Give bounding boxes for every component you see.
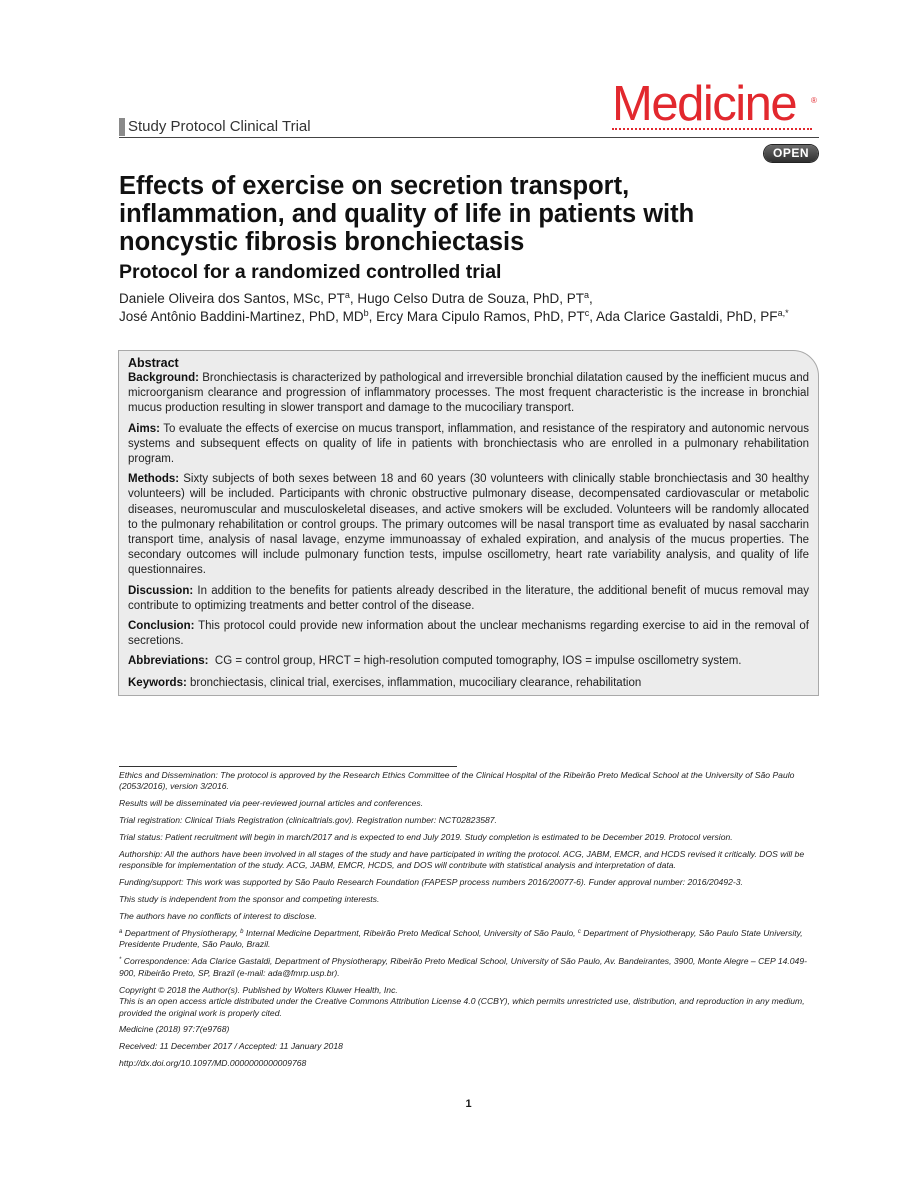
abstract-box	[118, 350, 819, 696]
footnote-trial-status: Trial status: Patient recruitment will begin in march/2017 and is expected to end July 2019. Study completion is estimated to be December 2019. Protocol version.	[119, 832, 733, 843]
open-access-badge: OPEN	[764, 145, 818, 162]
article-title: Effects of exercise on secretion transport, inflammation, and quality of life in patients with noncystic fibrosis bronchiectasis	[119, 172, 695, 256]
abstract-aims: Aims: To evaluate the effects of exercise on mucus transport, inflammation, and resistance of the respiratory and autonomic nervous systems and subsequent effects on quality of life in patients with bronchiectasis who are enrolled in a pulmonary rehabilitation program.	[128, 422, 809, 466]
page-number: 1	[465, 1098, 472, 1110]
section-label: Study Protocol Clinical Trial	[128, 118, 311, 135]
logo-registered-mark: ®	[811, 96, 817, 105]
abstract-keywords: Keywords: bronchiectasis, clinical trial, exercises, inflammation, mucociliary clearance, rehabilitation	[128, 677, 642, 690]
journal-logo[interactable]: Medicine	[612, 77, 797, 131]
header-divider	[119, 137, 819, 138]
footnote-license: This is an open access article distributed under the Creative Commons Attribution License 4.0 (CCBY), which permits unrestricted use, distribution, and reproduction in any medium, provided the original work is properly cited.	[119, 996, 805, 1018]
author: Daniele Oliveira dos Santos, MSc, $PT^a$,	[119, 290, 358, 306]
footnote-copyright: Copyright © 2018 the Author(s). Published by Wolters Kluwer Health, Inc.	[119, 984, 398, 995]
footnote-divider	[119, 766, 457, 767]
footnote-correspondence: * Correspondence: Ada Clarice Gastaldi, Department of Physiotherapy, Ribeirão Preto Medical School, University of São Paulo, Av. Bandeirantes, 3900, Monte Alegre – CEP 14.049-900, Ribeirão Preto, SP, Brazil (e-mail: ada@fmrp.usp.br).	[119, 956, 807, 978]
footnote-authorship: Authorship: All the authors have been involved in all stages of the study and have participated in writing the protocol. ACG, JABM, EMCR, and HCDS revised it critically. DOS will be responsible for implementation of the study. ACG, JABM, EMCR, HCDS, and DOS will contribute with statistical analysis and interpretation of data.	[119, 849, 805, 871]
footnote-dissemination: Results will be disseminated via peer-reviewed journal articles and conferences.	[119, 798, 424, 809]
footnote-affiliations: $^a$ Department of Physiotherapy, $^b$ Internal Medicine Department, Ribeirão Preto Medical School, University of São Paulo, $^c$ Department of Physiotherapy, São Paulo State University, Presidente Prudente, São Paulo, Brazil.	[119, 928, 803, 950]
doi-link[interactable]: http://dx.doi.org/10.1097/MD.0000000000009768	[119, 1058, 307, 1069]
footnote-dates: Received: 11 December 2017 / Accepted: 11 January 2018	[119, 1041, 343, 1052]
footnote-ethics: Ethics and Dissemination: The protocol is approved by the Research Ethics Committee of the Clinical Hospital of the Ribeirão Preto Medical School at the University of São Paulo (2053/2016), version 3/2016.	[119, 770, 795, 792]
footnotes	[119, 770, 819, 1075]
abstract-background: Background: Bronchiectasis is characterized by pathological and irreversible bronchial dilatation caused by the inefficient mucus and microorganism clearance and progression of inflammatory processes. The most frequent characteristic is the increase in bronchial mucus production resulting in slower transport and damage to the mucociliary transport.	[128, 372, 809, 415]
logo-dotted-underline	[612, 128, 812, 130]
footnote-conflicts: The authors have no conflicts of interest to disclose.	[119, 911, 317, 922]
footnote-independence: This study is independent from the sponsor and competing interests.	[119, 894, 380, 905]
author: José Antônio Baddini-Martinez, PhD, $MD^b$,	[119, 307, 377, 324]
abstract-abbreviations: Abbreviations: CG = control group, HRCT = high-resolution computed tomography, IOS = impulse oscillometry system.	[128, 655, 742, 668]
footnote-registration: Trial registration: Clinical Trials Registration (clinicaltrials.gov). Registration number: NCT02823587.	[119, 815, 497, 826]
author-list	[119, 290, 839, 325]
article-subtitle: Protocol for a randomized controlled trial	[119, 261, 502, 283]
footnote-citation: Medicine (2018) 97:7(e9768)	[119, 1024, 230, 1035]
section-label-bar	[119, 118, 125, 136]
author: Ada Clarice Gastaldi, PhD, $PF^{a,*}$	[595, 307, 789, 324]
abstract-discussion: Discussion: In addition to the benefits for patients already described in the literature, the additional benefit of mucus removal may contribute to optimizing treatments and better control of the disease.	[128, 584, 809, 612]
author: Ercy Mara Cipulo Ramos, PhD, $PT^c$,	[376, 307, 596, 324]
abstract-conclusion: Conclusion: This protocol could provide new information about the unclear mechanisms regarding exercise to aid in the removal of secretions.	[128, 620, 809, 648]
author: Hugo Celso Dutra de Souza, PhD, $PT^a$,	[357, 290, 593, 306]
abstract-methods: Methods: Sixty subjects of both sexes between 18 and 60 years (30 volunteers with clinically stable bronchiectasis and 30 healthy volunteers) will be included. Participants with chronic obstructive pulmonary disease, decompensated cardiovascular or metabolic diseases, neuromuscular and musculoskeletal diseases, and active smokers will be excluded. Volunteers will be randomly allocated to the pulmonary rehabilitation or control groups. The primary outcomes will be nasal transport time as evaluated by nasal saccharin transport time, analysis of nasal lavage, enzyme immunoassay of exhaled expiration, and analysis of the mucus properties. The secondary outcomes will include pulmonary function tests, impulse oscillometry, heart rate variability analysis, and quality of life questionnaires.	[128, 473, 809, 577]
abstract-heading: Abstract	[128, 356, 179, 370]
footnote-funding: Funding/support: This work was supported by São Paulo Research Foundation (FAPESP process numbers 2016/20077-6). Funder approval number: 2016/20492-3.	[119, 877, 743, 888]
